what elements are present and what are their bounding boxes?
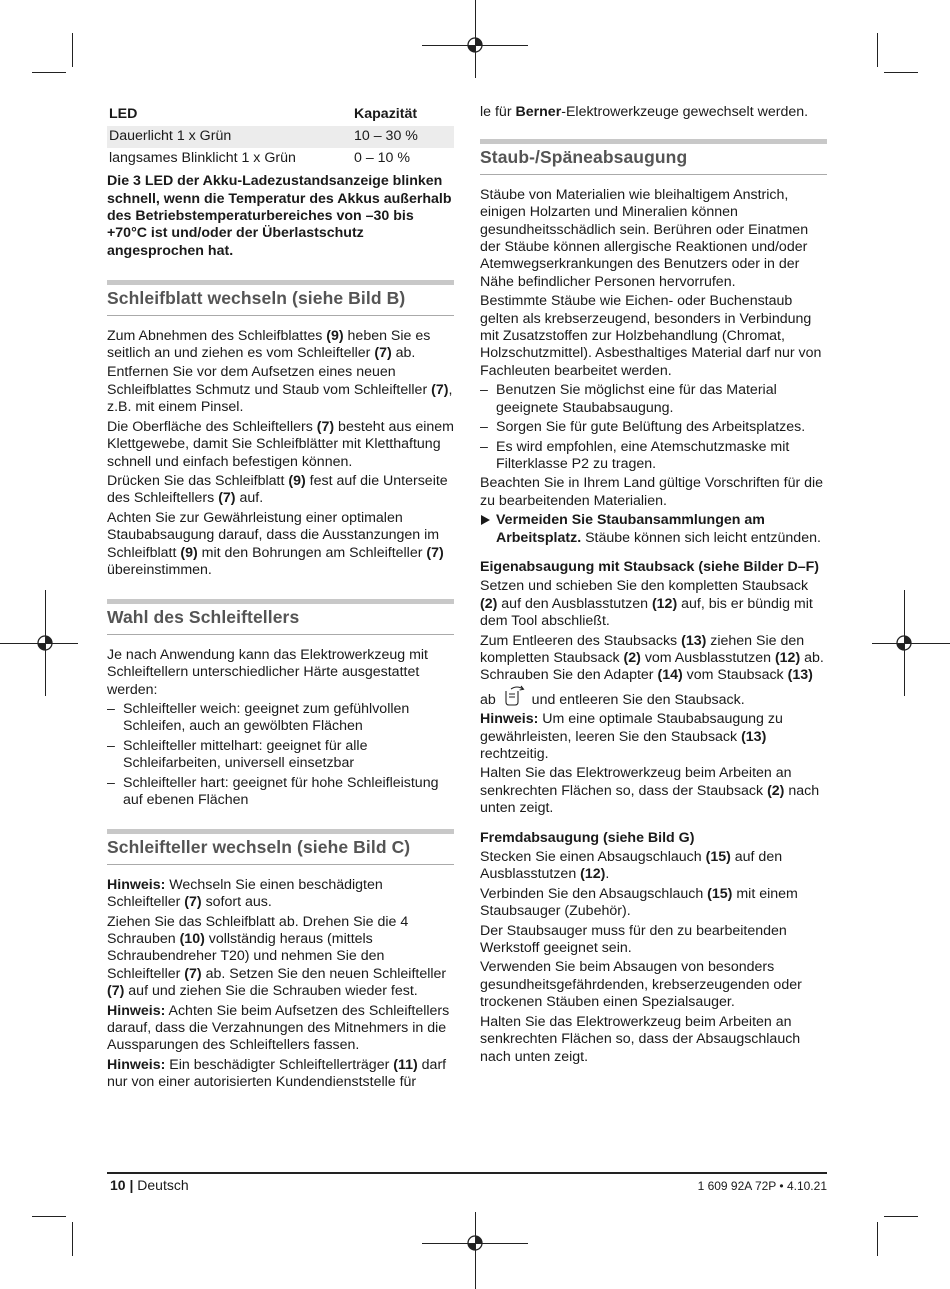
section-header [107, 280, 454, 315]
right-column [480, 104, 827, 1068]
table-cell: Dauerlicht 1 x Grün [107, 126, 350, 147]
paragraph: Stecken Sie einen Absaugschlauch (15) auf den Ausblasstutzen (12). [480, 849, 783, 883]
dash-list [107, 701, 454, 809]
unscrew-adapter-icon [500, 685, 528, 707]
crop-mark [884, 1216, 918, 1217]
left-column [107, 104, 454, 1094]
subsection-title: Eigenabsaugung mit Staubsack (siehe Bilder D–F) [480, 558, 819, 575]
section-header [107, 829, 454, 864]
list-item: – Schleifteller hart: geeignet für hohe Schleifleistung auf ebenen Flächen [107, 775, 454, 810]
section-title: Schleifblatt wechseln (siehe Bild B) [107, 285, 454, 315]
section-title: Staub-/Späneabsaugung [480, 144, 827, 174]
paragraph: Zum Entleeren des Staubsacks (13) ziehen Sie den kompletten Staubsack (2) vom Ausblasstutzen (12) ab. Schrauben Sie den Adapter (14) vom Staubsack (13) ab und entleeren Sie den Staubsack. [480, 632, 824, 708]
section-header [480, 139, 827, 174]
table-cell: 10 – 30 % [350, 126, 454, 147]
paragraph: Je nach Anwendung kann das Elektrowerkzeug mit Schleiftellern unterschiedlicher Härte ausgestattet werden: [107, 646, 428, 698]
paragraph: Hinweis: Achten Sie beim Aufsetzen des Schleiftellers darauf, dass die Verzahnungen des Mitnehmers in die Aussparungen des Schleiftellers fassen. [107, 1002, 450, 1054]
list-item: – Benutzen Sie möglichst eine für das Material geeignete Staubabsaugung. [480, 382, 827, 417]
paragraph: Halten Sie das Elektrowerkzeug beim Arbeiten an senkrechten Flächen so, dass der Staubsack (2) nach unten zeigt. [480, 765, 820, 817]
table-header-row [107, 104, 454, 126]
paragraph: Ziehen Sie das Schleifblatt ab. Drehen Sie die 4 Schrauben (10) vollständig heraus (mittels Schraubendreher T20) und nehmen Sie den Schleifteller (7) ab. Setzen Sie den neuen Schleifteller (7) auf und ziehen Sie die Schrauben wieder fest. [107, 913, 447, 1000]
table-header-led: LED [109, 106, 138, 122]
paragraph: Hinweis: Wechseln Sie einen beschädigten Schleifteller (7) sofort aus. [107, 876, 383, 911]
arrow-bullet-icon [481, 515, 490, 525]
crop-mark [877, 1222, 878, 1256]
paragraph: Verwenden Sie beim Absaugen von besonders gesundheitsgefährdenden, krebserzeugenden oder trockenen Stäuben einen Spezialsauger. [480, 959, 802, 1011]
table-row [107, 148, 454, 169]
crop-mark [32, 1216, 66, 1217]
registration-target-icon [895, 634, 913, 652]
paragraph: Die Oberfläche des Schleiftellers (7) besteht aus einem Klettgewebe, damit Sie Schleifblätter mit Kletthaftung schnell und einfach befestigen können. [107, 418, 454, 470]
crop-mark [884, 72, 918, 73]
list-item: – Schleifteller weich: geeignet zum gefühlvollen Schleifen, auch an gewölbten Flächen [107, 701, 454, 736]
list-item: – Sorgen Sie für gute Belüftung des Arbeitsplatzes. [480, 419, 827, 436]
list-item: – Es wird empfohlen, eine Atemschutzmaske mit Filterklasse P2 zu tragen. [480, 439, 827, 474]
crop-mark [877, 33, 878, 67]
led-capacity-table [107, 104, 454, 169]
paragraph: le für Berner-Elektrowerkzeuge gewechselt werden. [480, 104, 809, 120]
section-header [107, 599, 454, 634]
dash-list [480, 382, 827, 473]
footer-separator: | [129, 1177, 134, 1193]
registration-target-icon [36, 634, 54, 652]
registration-target-icon [466, 36, 484, 54]
crop-mark [72, 33, 73, 67]
paragraph: Hinweis: Ein beschädigter Schleiftellerträger (11) darf nur von einer autorisierten Kundendienststelle für [107, 1056, 447, 1091]
footer-rule [107, 1172, 827, 1174]
paragraph: Beachten Sie in Ihrem Land gültige Vorschriften für die zu bearbeitenden Materialien. [480, 475, 824, 509]
paragraph: Verbinden Sie den Absaugschlauch (15) mit einem Staubsauger (Zubehör). [480, 885, 798, 920]
led-warning-text: Die 3 LED der Akku-Ladezustandsanzeige blinken schnell, wenn die Temperatur des Akkus außerhalb des Betriebstemperaturbereiches von –30 bis +70°C ist und/oder der Überlastschutz angesprochen hat. [107, 173, 452, 259]
section-title: Schleifteller wechseln (siehe Bild C) [107, 834, 454, 864]
crop-mark [32, 72, 66, 73]
subsection-title: Fremdabsaugung (siehe Bild G) [480, 829, 695, 846]
registration-target-icon [466, 1234, 484, 1252]
table-cell: langsames Blinklicht 1 x Grün [109, 149, 296, 166]
document-reference: 1 609 92A 72P • 4.10.21 [697, 1179, 827, 1193]
table-cell: 0 – 10 % [354, 149, 411, 166]
paragraph: Stäube von Materialien wie bleihaltigem Anstrich, einigen Holzarten und Mineralien können gesundheitsschädlich sein. Berühren oder Einatmen der Stäube können allergische Reaktionen und/oder Atemwegserkrankungen des Benutzers oder in der Nähe befindlicher Personen hervorrufen. [480, 186, 809, 290]
section-title: Wahl des Schleiftellers [107, 604, 454, 634]
paragraph: Bestimmte Stäube wie Eichen- oder Buchenstaub gelten als krebserzeugend, besonders in Verbindung mit Zusatzstoffen zur Holzbehandlung (Chromat, Holzschutzmittel). Asbesthaltiges Material darf nur von Fachleuten bearbeitet werden. [480, 293, 822, 379]
warning-item: Vermeiden Sie Staubansammlungen am Arbeitsplatz. Stäube können sich leicht entzünden. [480, 512, 827, 547]
page-number: 10 [110, 1177, 126, 1193]
footer-language: Deutsch [137, 1177, 189, 1193]
paragraph: Achten Sie zur Gewährleistung einer optimalen Staubabsaugung darauf, dass die Ausstanzungen im Schleifblatt (9) mit den Bohrungen am Schleifteller (7) übereinstimmen. [107, 509, 444, 578]
crop-mark [72, 1222, 73, 1256]
table-header-capacity: Kapazität [354, 106, 418, 122]
paragraph: Der Staubsauger muss für den zu bearbeitenden Werkstoff geeignet sein. [480, 922, 787, 957]
paragraph: Setzen und schieben Sie den kompletten Staubsack (2) auf den Ausblasstutzen (12) auf, bis er bündig mit dem Tool abschließt. [480, 578, 813, 630]
table-row [107, 126, 454, 147]
paragraph: Drücken Sie das Schleifblatt (9) fest auf die Unterseite des Schleiftellers (7) auf. [107, 472, 448, 507]
footer-page-info [110, 1177, 189, 1193]
paragraph: Hinweis: Um eine optimale Staubabsaugung zu gewährleisten, leeren Sie den Staubsack (13) rechtzeitig. [480, 711, 783, 762]
paragraph: Halten Sie das Elektrowerkzeug beim Arbeiten an senkrechten Flächen so, dass der Absaugschlauch nach unten zeigt. [480, 1013, 801, 1065]
paragraph: Entfernen Sie vor dem Aufsetzen eines neuen Schleifblattes Schmutz und Staub vom Schleifteller (7), z.B. mit einem Pinsel. [107, 364, 453, 416]
paragraph: Zum Abnehmen des Schleifblattes (9) heben Sie es seitlich an und ziehen es vom Schleifteller (7) ab. [107, 327, 431, 362]
list-item: – Schleifteller mittelhart: geeignet für alle Schleifarbeiten, universell einsetzbar [107, 738, 454, 773]
